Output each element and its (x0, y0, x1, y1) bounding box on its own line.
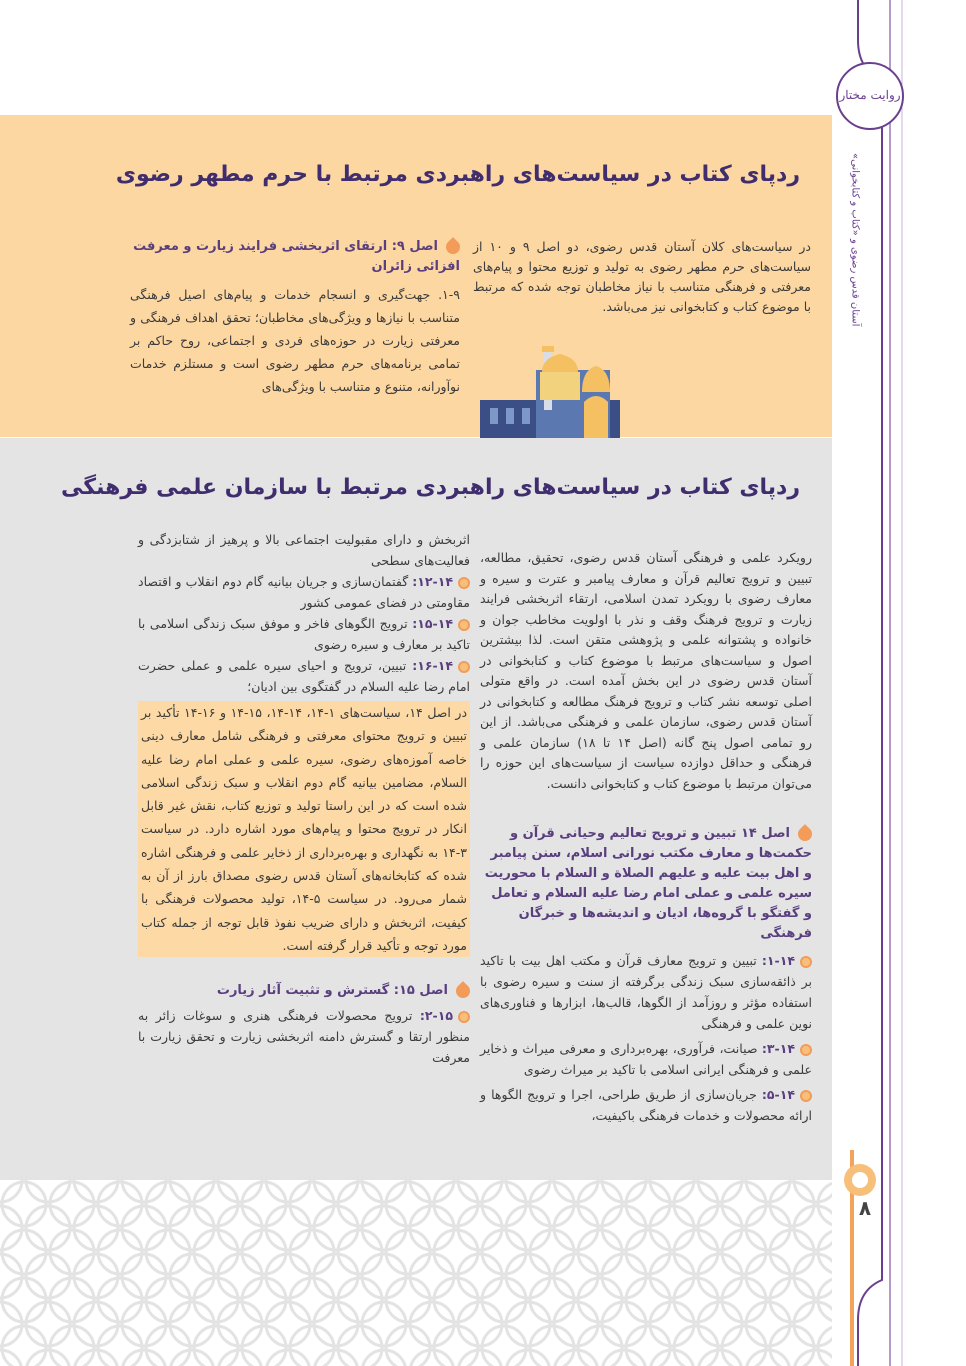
list-item (480, 1038, 812, 1080)
item-number: ۵-۱۴: (761, 1087, 795, 1102)
list-item (138, 1005, 470, 1068)
drop-icon (795, 824, 815, 844)
principle-14-heading-text: اصل ۱۴ تبیین و ترویج تعالیم وحیانی قرآن و حکمت‌ها و معارف مکتب نورانی اسلام، سنن پیامبر و اهل بیت علیه و علیهم الصلاة و السلام با محوریت سیره علمی و عملی امام رضا علیه السلام و تعامل و گفتگو با گروه‌ها، ادیان و اندیشه‌ها و خبرگان فرهنگی (484, 826, 812, 941)
item-text: تبیین، ترویج و احیای سیره علمی و عملی حضرت امام رضا علیه السلام در گفتگوی بین ادیان؛ (138, 658, 470, 694)
item-number: ۳-۱۴: (761, 1041, 795, 1056)
item-text: جریان‌سازی از طریق طراحی، اجرا و ترویج الگوها و ارائه محصولات و خدمات فرهنگی باکیفیت، (480, 1087, 812, 1123)
shrine-illustration (480, 330, 620, 438)
flower-ornament-icon (840, 1160, 880, 1200)
principle-15-heading-text: اصل ۱۵: گسترش و تثبیت آثار زیارت (216, 983, 448, 999)
left-column (138, 530, 470, 1068)
principle-9 (130, 237, 460, 398)
right-column (480, 548, 812, 1126)
side-caption: آستان قدس رضوی و «کتاب و کتابخوانی» (849, 153, 861, 327)
highlighted-paragraph: در اصل ۱۴، سیاست‌های ۱-۱۴، ۱۴-۱۴، ۱۵-۱۴ و ۱۶-۱۴ تأکید بر تبیین و ترویج محتوای معرفتی و فرهنگی شامل معارف دینی خاصه آموزه‌های رضوی، سیره علمی و عملی امام رضا علیه السلام، مضامین بیانیه گام دوم انقلاب و سبک زندگی اسلامی شده است که در این راستا تولید و توزیع کتاب، نقش غیر قابل انکار در ترویج محتوا و پیام‌های مورد اشاره دارد. در سیاست ۳-۱۴ به نگهداری و بهره‌برداری از ذخایر علمی و فرهنگی اشاره شده که کتابخانه‌های آستان قدس رضوی مصداق بارز از آن به شمار می‌رود. در سیاست ۵-۱۴، تولید محصولات فرهنگی با کیفیت، اثربخش و دارای ضریب نفوذ قابل توجه از جمله کتاب مورد توجه و تأکید قرار گرفته است. (138, 701, 470, 957)
principle-9-heading (130, 237, 460, 277)
page-number: ۸ (858, 1196, 872, 1220)
list-item (138, 655, 470, 697)
section-haram-title: ردپای کتاب در سیاست‌های راهبردی مرتبط با حرم مطهر رضوی (115, 162, 800, 187)
section-haram-intro: در سیاست‌های کلان آستان قدس رضوی، دو اصل ۹ و ۱۰ از سیاست‌های حرم مطهر رضوی به تولید و توزیع محتوا و پیام‌های معرفتی و فرهنگی متناسب با نیاز مخاطبان توجه شده که مرتبط با موضوع کتاب و کتابخوانی نیز می‌باشد. (473, 239, 811, 314)
left-intro: اثربخش و دارای مقبولیت اجتماعی بالا و پرهیز از شتابزدگی و فعالیت‌های سطحی (138, 532, 470, 568)
list-item (138, 613, 470, 655)
bullet-icon (800, 1044, 812, 1056)
item-number: ۱-۱۴: (761, 953, 795, 968)
item-number: ۲-۱۵: (419, 1008, 453, 1024)
bullet-icon (458, 619, 470, 631)
item-number: ۱۵-۱۴: (412, 616, 453, 631)
list-item (138, 571, 470, 613)
bullet-icon (458, 577, 470, 589)
item-text: صیانت، فرآوری، بهره‌برداری و معرفی میراث و ذخایر علمی و فرهنگی ایرانی اسلامی با تاکید بر میراث رضوی (480, 1041, 812, 1077)
item-text: گفتمان‌سازی و جریان بیانیه گام دوم انقلاب و اقتصاد مقاومتی در فضای عمومی کشور (138, 574, 470, 610)
bullet-icon (458, 661, 470, 673)
list-item (480, 1084, 812, 1126)
bullet-icon (800, 956, 812, 968)
drop-icon (443, 237, 463, 257)
bullet-icon (458, 1011, 470, 1023)
item-text: ترویج الگوهای فاخر و موفق سبک زندگی اسلامی با تاکید بر معارف و سیره رضوی (138, 616, 470, 652)
item-number: ۱۲-۱۴: (412, 574, 453, 589)
drop-icon (453, 981, 473, 1001)
principle-9-heading-text: اصل ۹: ارتقای اثربخشی فرایند زیارت و معرفت افزائی زائران (133, 239, 460, 274)
principle-14-heading (480, 824, 812, 944)
item-number: ۱۶-۱۴: (412, 658, 453, 673)
principle-15-heading (138, 981, 470, 1001)
list-item (480, 950, 812, 1034)
item-text: تبیین و ترویج معارف قرآن و مکتب اهل بیت با تاکید بر ذائقه‌سازی سبک زندگی برگرفته از سنت و سیره رضوی با استفاده مؤثر و روزآمد از الگوها، قالب‌ها، ابزارها و فناوری‌های نوین علمی و فرهنگی (480, 953, 812, 1031)
bullet-icon (800, 1090, 812, 1102)
right-intro: رویکرد علمی و فرهنگی آستان قدس رضوی، تحقیق، مطالعه، تبیین و ترویج تعالیم قرآن و معارف پیامبر و عترت و سیره و معارف رضوی با رویکرد تمدن اسلامی، ارتقاء اثربخشی فرایند زیارت و ترویج فرهنگ وقف و نذر با اولویت مخاطب جوان و خانواده و پشتوانه علمی و پژوهشی متقن است. لذا بیشترین اصول و سیاست‌های مرتبط با موضوع کتاب و کتابخوانی در آستان قدس رضوی در این بخش آمده است. در واقع متولی اصلی توسعه نشر کتاب و ترویج فرهنگ مطالعه و کتابخوانی در آستان قدس رضوی، سازمان علمی و فرهنگی می‌باشد. از این رو تمامی اصول پنج گانه (اصل ۱۴ تا ۱۸) سازمان علمی و فرهنگی و حداقل دوازده سیاست از سیاست‌های این حوزه را می‌توان مرتبط با موضوع کتاب و کتابخوانی دانست. (480, 550, 812, 791)
principle-9-body: ۱-۹. جهت‌گیری و انسجام خدمات و پیام‌های اصیل فرهنگی متناسب با نیازها و ویژگی‌های مخاطبان؛ تحقق اهداف فرهنگی و معرفتی زیارت در حوزه‌های فردی و اجتماعی، روح حاکم بر تمامی برنامه‌های حرم مطهر رضوی است و مستلزم خدمات نوآورانه، متنوع و متناسب با ویژگی‌های (130, 287, 460, 394)
logo (836, 62, 904, 130)
lattice-pattern (0, 1180, 832, 1366)
logo-text: روایت مختار (839, 88, 901, 103)
item-text: ترویج محصولات فرهنگی هنری و سوغات زائر به منظور ارتقا و گسترش دامنه اثربخشی زیارت و تحقق زیارت با معرفت (138, 1008, 470, 1066)
section-scientific-title: ردپای کتاب در سیاست‌های راهبردی مرتبط با سازمان علمی فرهنگی (61, 475, 800, 500)
